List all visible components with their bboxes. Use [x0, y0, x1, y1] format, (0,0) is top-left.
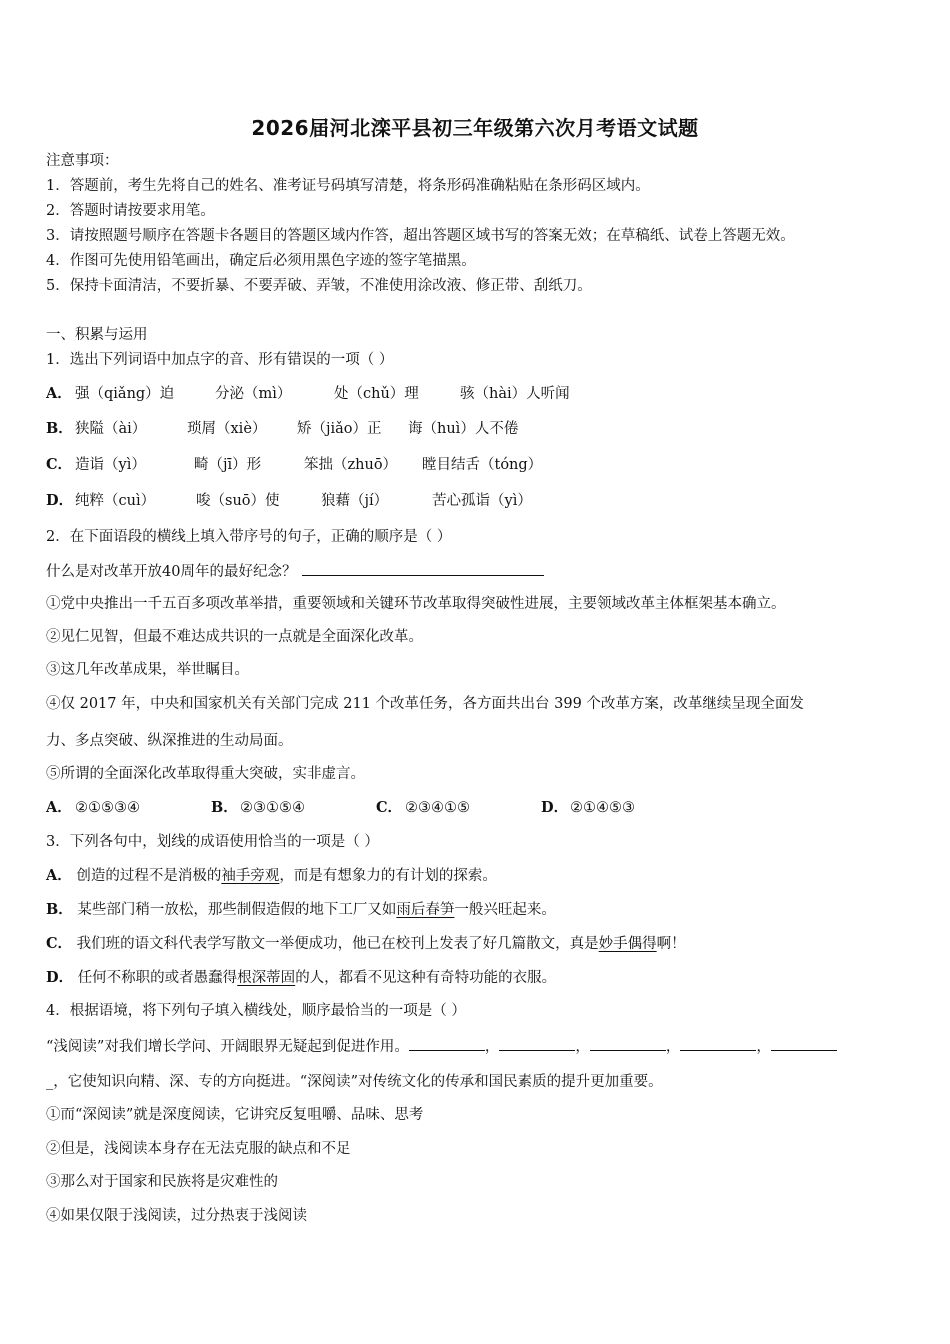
- notice-item: 1．答题前，考生先将自己的姓名、准考证号码填写清楚，将条形码准确粘贴在条形码区域内。: [46, 178, 650, 194]
- page-title: 2026届河北滦平县初三年级第六次月考语文试题: [251, 116, 699, 140]
- option-letter: C．: [376, 799, 403, 816]
- option-term: 处（chǔ）理: [334, 386, 419, 402]
- option-letter: D．: [46, 969, 74, 986]
- q3-option-c: [46, 934, 686, 954]
- option-text: 创造的过程不是消极的: [76, 868, 222, 884]
- option-term: 狼藉（jí）: [321, 493, 389, 509]
- option-answer: ②③①⑤④: [240, 800, 305, 816]
- option-letter: A．: [46, 385, 72, 402]
- option-term: 骇（hài）人听闻: [460, 386, 570, 402]
- option-term: 琐屑（xiè）: [187, 421, 267, 437]
- question-2-stem: 2．在下面语段的横线上填入带序号的句子，正确的顺序是（ ）: [46, 529, 452, 545]
- underlined-idiom: 妙手偶得: [598, 936, 657, 952]
- notice-item: 3．请按照题号顺序在答题卡各题目的答题区域内作答，超出答题区域书写的答案无效；在草稿纸、试卷上答题无效。: [46, 228, 795, 244]
- blank-tail: _: [46, 1074, 54, 1090]
- option-text: 啊！: [656, 936, 686, 952]
- option-term: 瞠目结舌（tóng）: [422, 457, 543, 473]
- question-3-stem: 3．下列各句中，划线的成语使用恰当的一项是（ ）: [46, 834, 379, 850]
- option-answer: ②①④⑤③: [570, 800, 635, 816]
- q2-sentence: ①党中央推出一千五百多项改革举措，重要领域和关键环节改革取得突破性进展，主要领域改革主体框架基本确立。: [46, 596, 786, 612]
- passage-text: “浅阅读”对我们增长学问、开阔眼界无疑起到促进作用。: [46, 1039, 409, 1055]
- notice-item: 2．答题时请按要求用笔。: [46, 203, 215, 219]
- option-text: 某些部门稍一放松，那些制假造假的地下工厂又如: [77, 902, 397, 918]
- answer-blank: [590, 1036, 666, 1051]
- notice-item: 5．保持卡面清洁，不要折暴、不要弄破、弄皱，不准使用涂改液、修正带、刮纸刀。: [46, 278, 592, 294]
- q2-sentence: ②见仁见智，但最不难达成共识的一点就是全面深化改革。: [46, 629, 423, 645]
- question-4-stem: 4．根据语境，将下列句子填入横线处，顺序最恰当的一项是（ ）: [46, 1003, 466, 1019]
- underlined-idiom: 雨后春笋: [396, 902, 455, 918]
- answer-blank: [771, 1036, 837, 1051]
- answer-blank: [499, 1036, 575, 1051]
- option-text: 我们班的语文科代表学写散文一举便成功，他已在校刊上发表了好几篇散文，真是: [76, 936, 599, 952]
- option-term: 畸（jī）形: [194, 457, 262, 473]
- underlined-idiom: 根深蒂固: [237, 970, 296, 986]
- option-answer: ②③④①⑤: [405, 800, 470, 816]
- separator: ，: [575, 1039, 590, 1055]
- q2-sentence-continued: 力、多点突破、纵深推进的生动局面。: [46, 733, 293, 749]
- answer-blank: [680, 1036, 756, 1051]
- question-1-stem: 1．选出下列词语中加点字的音、形有错误的一项（ ）: [46, 352, 394, 368]
- option-term: 诲（huì）人不倦: [408, 421, 519, 437]
- q3-option-b: [46, 900, 556, 920]
- prompt-text: 什么是对改革开放40周年的最好纪念？: [46, 564, 297, 580]
- option-letter: B．: [46, 420, 73, 437]
- q2-sentence: ③这几年改革成果，举世瞩目。: [46, 662, 249, 678]
- question-2-prompt: [46, 561, 544, 582]
- q3-option-d: [46, 968, 556, 988]
- option-text: 任何不称职的或者愚蠢得: [77, 970, 238, 986]
- q2-sentence: ④仅 2017 年，中央和国家机关有关部门完成 211 个改革任务，各方面共出台 399 个改革方案，改革继续呈现全面发: [46, 696, 804, 712]
- option-term: 狭隘（ài）: [75, 421, 147, 437]
- option-term: 唆（suō）使: [196, 493, 280, 509]
- q4-passage-line-2: [46, 1072, 663, 1092]
- passage-text: ，它使知识向精、深、专的方向挺进。“深阅读”对传统文化的传承和国民素质的提升更加重要。: [53, 1074, 663, 1090]
- option-text: 的人，都看不见这种有奇特功能的衣服。: [295, 970, 557, 986]
- option-letter: B．: [46, 901, 73, 918]
- q3-option-a: [46, 866, 497, 886]
- option-term: 造诣（yì）: [75, 457, 146, 473]
- underlined-idiom: 袖手旁观: [221, 868, 280, 884]
- q4-sentence: ③那么对于国家和民族将是灾难性的: [46, 1174, 278, 1190]
- section-heading: 一、积累与运用: [46, 327, 148, 343]
- option-text: ，而是有想象力的有计划的探索。: [279, 868, 497, 884]
- q2-sentence: ⑤所谓的全面深化改革取得重大突破，实非虚言。: [46, 766, 365, 782]
- option-letter: C．: [46, 935, 73, 952]
- option-letter: D．: [541, 799, 569, 816]
- notice-heading: 注意事项：: [46, 153, 119, 169]
- option-letter: C．: [46, 456, 73, 473]
- notice-item: 4．作图可先使用铅笔画出，确定后必须用黑色字迹的签字笔描黑。: [46, 253, 476, 269]
- option-text: 一般兴旺起来。: [454, 902, 556, 918]
- option-answer: ②①⑤③④: [75, 800, 140, 816]
- option-letter: B．: [211, 799, 238, 816]
- separator: ，: [756, 1039, 771, 1055]
- q4-sentence: ④如果仅限于浅阅读，过分热衷于浅阅读: [46, 1208, 307, 1224]
- option-letter: D．: [46, 492, 74, 509]
- option-term: 纯粹（cuì）: [75, 493, 156, 509]
- option-term: 矫（jiǎo）正: [297, 421, 382, 437]
- option-term: 苦心孤诣（yì）: [432, 493, 532, 509]
- q4-sentence: ①而“深阅读”就是深度阅读，它讲究反复咀嚼、品味、思考: [46, 1107, 424, 1123]
- option-letter: A．: [46, 867, 72, 884]
- separator: ，: [484, 1039, 500, 1055]
- answer-blank: [409, 1036, 485, 1051]
- q4-sentence: ②但是，浅阅读本身存在无法克服的缺点和不足: [46, 1141, 351, 1157]
- option-letter: A．: [46, 799, 72, 816]
- option-term: 笨拙（zhuō）: [304, 457, 398, 473]
- option-term: 分泌（mì）: [215, 386, 292, 402]
- answer-blank: [302, 561, 544, 576]
- separator: ，: [665, 1039, 681, 1055]
- option-term: 强（qiǎng）迫: [75, 386, 175, 402]
- q4-passage-line-1: [46, 1036, 906, 1057]
